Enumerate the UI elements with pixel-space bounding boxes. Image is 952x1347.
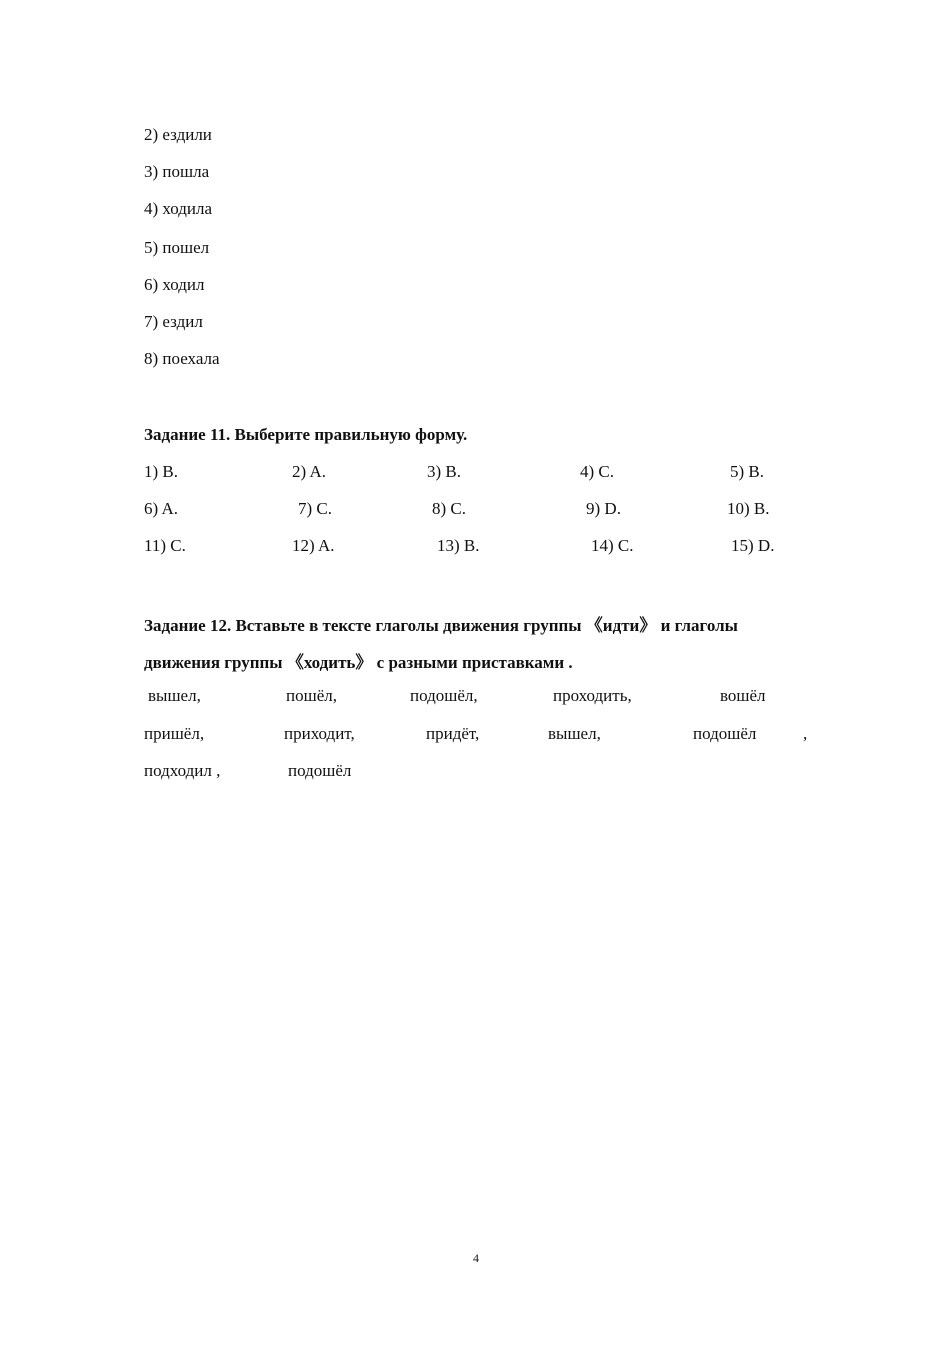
answer-cell: 14) C. (591, 536, 634, 555)
task12-title-line2: движения группы 《ходить》 с разными приставками . (144, 653, 573, 672)
answer-cell: 11) C. (144, 536, 186, 555)
verb-cell: подошёл (693, 724, 757, 743)
answer-item: 6) ходил (144, 275, 205, 294)
answer-cell: 8) C. (432, 499, 466, 518)
answer-cell: 15) D. (731, 536, 775, 555)
answer-cell: 1) B. (144, 462, 178, 481)
verb-cell: подошёл (288, 761, 352, 780)
answer-cell: 2) A. (292, 462, 326, 481)
answer-cell: 12) A. (292, 536, 335, 555)
answer-item: 5) пошел (144, 238, 210, 257)
answer-item: 7) ездил (144, 312, 203, 331)
verb-cell: вышел, (548, 724, 601, 743)
verb-cell: приходит, (284, 724, 355, 743)
answer-cell: 4) C. (580, 462, 614, 481)
verb-cell: , (803, 724, 808, 743)
task12-title-line1: Задание 12. Вставьте в тексте глаголы движения группы 《идти》 и глаголы (144, 616, 738, 635)
answer-cell: 7) C. (298, 499, 332, 518)
page-number: 4 (473, 1251, 479, 1265)
answer-item: 8) поехала (144, 349, 220, 368)
answer-item: 2) ездили (144, 125, 212, 144)
verb-cell: проходить, (553, 686, 632, 705)
verb-cell: пошёл, (286, 686, 337, 705)
verb-cell: вошёл (720, 686, 766, 705)
answer-cell: 6) A. (144, 499, 178, 518)
verb-cell: придёт, (426, 724, 480, 743)
verb-cell: пришёл, (144, 724, 205, 743)
answer-cell: 10) B. (727, 499, 770, 518)
answer-item: 3) пошла (144, 162, 210, 181)
verb-cell: подходил , (144, 761, 221, 780)
answer-item: 4) ходила (144, 199, 213, 218)
verb-cell: вышел, (148, 686, 201, 705)
answer-cell: 3) B. (427, 462, 461, 481)
answer-cell: 5) B. (730, 462, 764, 481)
task11-title: Задание 11. Выберите правильную форму. (144, 425, 468, 444)
verb-cell: подошёл, (410, 686, 478, 705)
answer-cell: 9) D. (586, 499, 621, 518)
answer-cell: 13) B. (437, 536, 480, 555)
